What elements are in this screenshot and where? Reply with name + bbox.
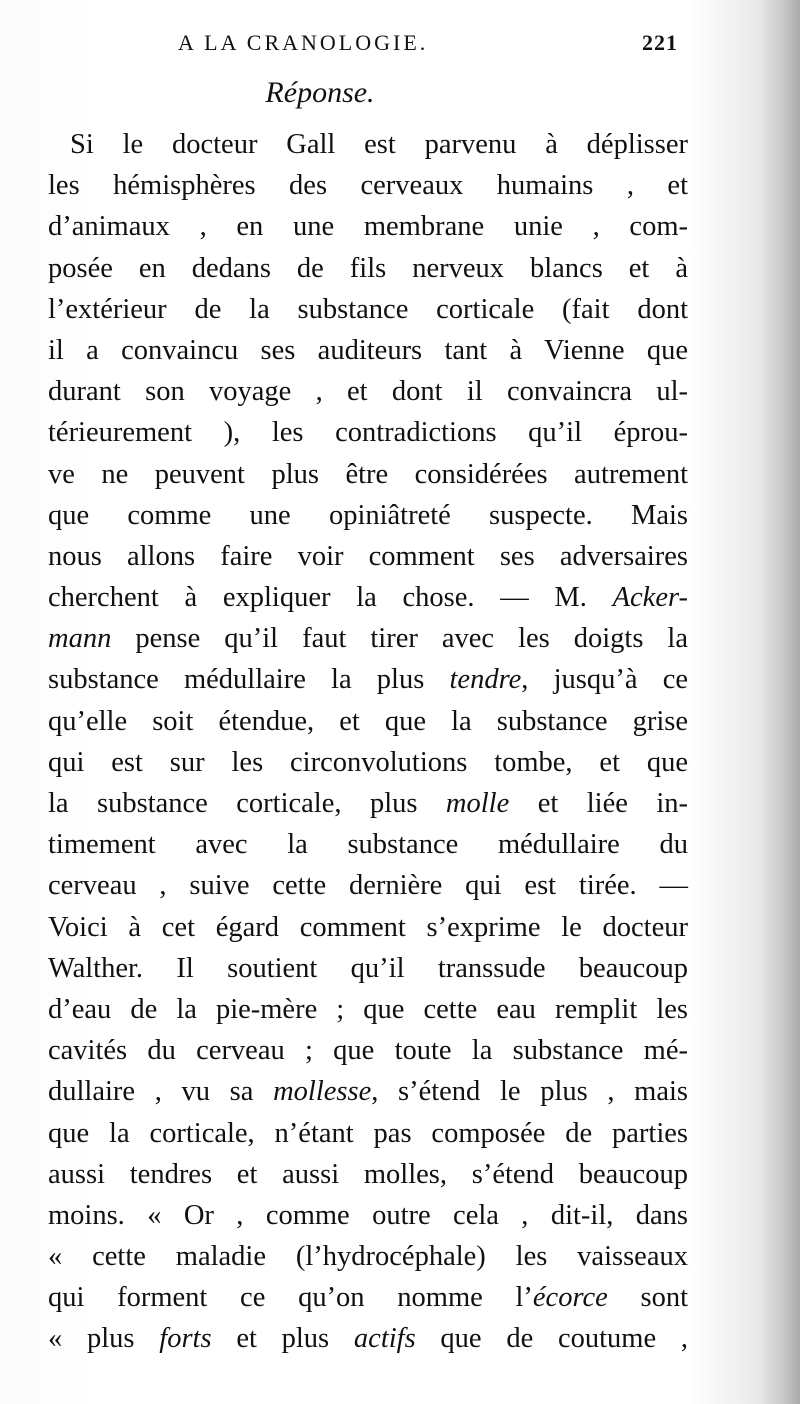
text-line — [48, 412, 688, 453]
text-segment: qui forment ce qu’on nomme l’ — [48, 1282, 533, 1314]
text-line — [48, 989, 688, 1030]
text-segment: substance médullaire la plus — [48, 664, 450, 696]
text-segment: et liée in- — [509, 788, 688, 819]
page-number: 221 — [642, 30, 678, 55]
text-line — [48, 1236, 688, 1277]
text-segment: cherchent à expliquer la chose. — M. — [48, 582, 613, 614]
text-segment: d’animaux , en une membrane unie , com- — [48, 211, 688, 243]
text-segment: que de coutume , — [415, 1323, 689, 1355]
text-segment: posée en dedans de fils nerveux blancs et à — [48, 252, 688, 284]
text-segment: et plus — [211, 1323, 354, 1355]
text-segment: l’extérieur de la substance corticale (fait dont — [48, 293, 688, 325]
text-segment: pense qu’il faut tirer avec les doigts la — [111, 623, 688, 655]
text-line — [48, 701, 688, 742]
text-segment: térieurement ), les contradictions qu’il éprou- — [48, 417, 688, 449]
text-line — [48, 206, 688, 247]
running-head-title: A LA CRANOLOGIE. — [178, 30, 429, 55]
text-line — [48, 577, 688, 618]
text-line — [48, 165, 688, 206]
text-line — [48, 1071, 688, 1112]
text-line — [48, 948, 688, 989]
text-line — [48, 454, 688, 495]
text-segment: moins. « Or , comme outre cela , dit-il, dans — [48, 1199, 688, 1231]
running-head — [178, 30, 678, 64]
text-segment: les hémisphères des cerveaux humains , et — [48, 170, 688, 202]
text-segment: aussi tendres et aussi molles, s’étend beaucoup — [48, 1158, 688, 1190]
text-line — [48, 495, 688, 536]
section-heading: Réponse. — [265, 76, 375, 109]
text-line — [48, 124, 688, 165]
text-segment: il a convaincu ses auditeurs tant à Vienne que — [48, 334, 688, 366]
body-text — [48, 124, 688, 1360]
page-edge-shadow — [760, 0, 800, 1404]
text-segment: nous allons faire voir comment ses adversaires — [48, 540, 688, 572]
text-segment: ve ne peuvent plus être considérées autrement — [48, 458, 688, 490]
text-line — [48, 330, 688, 371]
italic-word: mollesse — [273, 1076, 372, 1108]
text-line — [48, 536, 688, 577]
text-segment: qu’elle soit étendue, et que la substance grise — [48, 705, 688, 737]
italic-word: écorce — [532, 1282, 608, 1314]
italic-word: Acker- — [612, 582, 688, 614]
text-segment: d’eau de la pie-mère ; que cette eau remplit les — [48, 993, 688, 1025]
text-line — [48, 824, 688, 865]
text-line — [48, 742, 688, 783]
text-segment: « plus — [48, 1323, 160, 1355]
text-line — [48, 289, 688, 330]
text-segment: que comme une opiniâtreté suspecte. Mais — [48, 499, 688, 531]
text-line — [48, 783, 688, 824]
text-segment: Voici à cet égard comment s’exprime le docteur — [48, 911, 688, 943]
text-line — [48, 1318, 688, 1359]
text-segment: la substance corticale, plus — [48, 788, 446, 819]
text-line — [48, 371, 688, 412]
italic-word: mann — [48, 623, 112, 655]
italic-word: molle — [445, 788, 510, 819]
text-line — [48, 248, 688, 289]
text-line — [48, 865, 688, 906]
text-line — [48, 659, 688, 700]
text-segment: , jusqu’à ce — [521, 664, 688, 696]
text-line — [48, 1030, 688, 1071]
italic-word: tendre — [449, 664, 522, 696]
text-line — [48, 1154, 688, 1195]
italic-word: forts — [159, 1323, 212, 1355]
text-segment: qui est sur les circonvolutions tombe, et que — [48, 746, 688, 778]
italic-word: actifs — [353, 1323, 416, 1355]
text-segment: Si le docteur Gall est parvenu à déplisser — [70, 129, 688, 160]
text-segment: timement avec la substance médullaire du — [48, 829, 688, 861]
text-segment: , s’étend le plus , mais — [371, 1076, 688, 1108]
text-segment: cerveau , suive cette dernière qui est tirée. — — [48, 870, 688, 902]
text-segment: cavités du cerveau ; que toute la substance mé- — [48, 1035, 688, 1067]
text-segment: « cette maladie (l’hydrocéphale) les vaisseaux — [48, 1241, 688, 1273]
text-segment: durant son voyage , et dont il convaincra ul- — [48, 376, 688, 408]
text-segment: dullaire , vu sa — [48, 1076, 274, 1108]
text-segment: sont — [607, 1282, 689, 1314]
text-segment: Walther. Il soutient qu’il transsude beaucoup — [48, 952, 688, 984]
text-line — [48, 618, 688, 659]
text-line — [48, 1277, 688, 1318]
text-line — [48, 1195, 688, 1236]
text-line — [48, 907, 688, 948]
text-segment: que la corticale, n’étant pas composée de parties — [48, 1117, 688, 1149]
text-line — [48, 1113, 688, 1154]
